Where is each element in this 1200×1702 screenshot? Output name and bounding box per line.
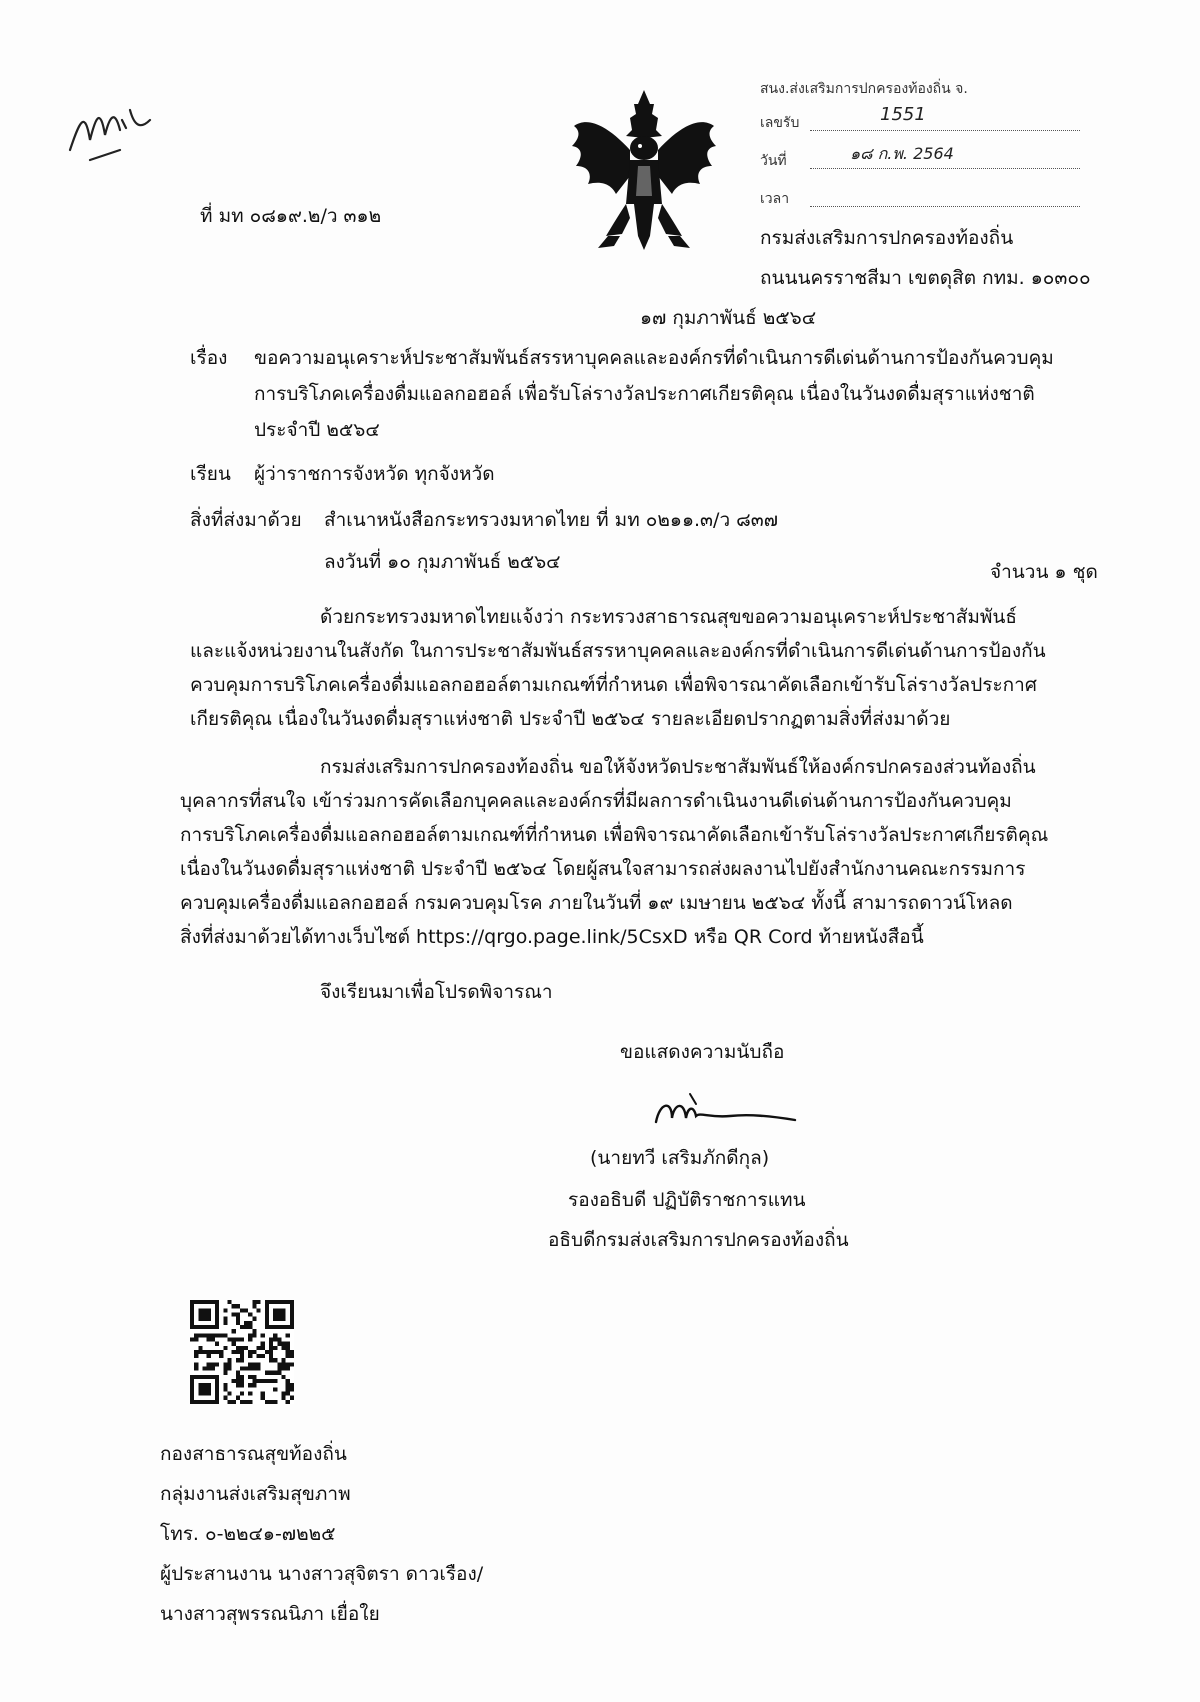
subject-line-2: การบริโภคเครื่องดื่มแอลกอฮอล์ เพื่อรับโล่รางวัลประกาศเกียรติคุณ เนื่องในวันงดดื่มสุราแห่งชาติ bbox=[254, 383, 1035, 405]
paragraph-line: ควบคุมเครื่องดื่มแอลกอฮอล์ กรมควบคุมโรค ภายในวันที่ ๑๙ เมษายน ๒๕๖๔ ทั้งนี้ สามารถดาวน์โหลด bbox=[180, 892, 1013, 914]
agency-address: ถนนนครราชสีมา เขตดุสิต กทม. ๑๐๓๐๐ bbox=[760, 267, 1091, 289]
document-date: ๑๗ กุมภาพันธ์ ๒๕๖๔ bbox=[640, 307, 817, 329]
handwritten-note-icon bbox=[60, 90, 170, 180]
stamp-time-label: เวลา bbox=[760, 191, 790, 207]
subject-line-3: ประจำปี ๒๕๖๔ bbox=[254, 419, 380, 441]
garuda-emblem-icon bbox=[568, 86, 720, 256]
paragraph-line: กรมส่งเสริมการปกครองท้องถิ่น ขอให้จังหวัดประชาสัมพันธ์ให้องค์กรปกครองส่วนท้องถิ่น bbox=[320, 756, 1036, 778]
signer-position-2: อธิบดีกรมส่งเสริมการปกครองท้องถิ่น bbox=[548, 1229, 849, 1251]
paragraph-line: การบริโภคเครื่องดื่มแอลกอฮอล์ตามเกณฑ์ที่กำหนด เพื่อพิจารณาคัดเลือกเข้ารับโล่รางวัลประกาศเกียรติคุณ bbox=[180, 824, 1049, 846]
stamp-receive-no: 1551 bbox=[880, 104, 926, 125]
receiving-stamp bbox=[760, 70, 1080, 218]
footer-group: กลุ่มงานส่งเสริมสุขภาพ bbox=[160, 1483, 351, 1505]
footer-division: กองสาธารณสุขท้องถิ่น bbox=[160, 1443, 347, 1465]
closing-sentence: จึงเรียนมาเพื่อโปรดพิจารณา bbox=[320, 981, 553, 1003]
stamp-receive-no-label: เลขรับ bbox=[760, 115, 800, 131]
subject-line-1: ขอความอนุเคราะห์ประชาสัมพันธ์สรรหาบุคคลและองค์กรที่ดำเนินการดีเด่นด้านการป้องกันควบคุม bbox=[254, 347, 1054, 369]
signer-name: (นายทวี เสริมภักดีกุล) bbox=[590, 1147, 770, 1169]
body-paragraph-2 bbox=[180, 750, 1100, 954]
subject-label: เรื่อง bbox=[190, 347, 228, 369]
signer-position-1: รองอธิบดี ปฏิบัติราชการแทน bbox=[568, 1189, 806, 1211]
document-number: ที่ มท ๐๘๑๙.๒/ว ๓๑๒ bbox=[200, 205, 382, 227]
stamp-office: สนง.ส่งเสริมการปกครองท้องถิ่น จ. bbox=[760, 81, 968, 97]
qr-code-icon[interactable] bbox=[190, 1300, 294, 1404]
paragraph-line: ด้วยกระทรวงมหาดไทยแจ้งว่า กระทรวงสาธารณสุขขอความอนุเคราะห์ประชาสัมพันธ์ bbox=[320, 606, 1018, 628]
paragraph-line: สิ่งที่ส่งมาด้วยได้ทางเว็บไซต์ https://qrgo.page.link/5CsxD หรือ QR Cord ท้ายหนังสือนี้ bbox=[180, 926, 924, 948]
enclosure-count: จำนวน ๑ ชุด bbox=[990, 561, 1098, 583]
footer-coordinator-2: นางสาวสุพรรณนิภา เยื่อใย bbox=[160, 1603, 380, 1625]
handwritten-signature bbox=[650, 1082, 800, 1142]
salutation: ขอแสดงความนับถือ bbox=[620, 1041, 785, 1063]
enclosure-line-2: ลงวันที่ ๑๐ กุมภาพันธ์ ๒๕๖๔ bbox=[324, 551, 561, 573]
paragraph-line: และแจ้งหน่วยงานในสังกัด ในการประชาสัมพันธ์สรรหาบุคคลและองค์กรที่ดำเนินการดีเด่นด้านการป้องกัน bbox=[190, 640, 1046, 662]
footer-coordinator-1: ผู้ประสานงาน นางสาวสุจิตรา ดาวเรือง/ bbox=[160, 1563, 484, 1585]
paragraph-line: เนื่องในวันงดดื่มสุราแห่งชาติ ประจำปี ๒๕๖๔ โดยผู้สนใจสามารถส่งผลงานไปยังสำนักงานคณะกรรมการ bbox=[180, 858, 1026, 880]
paragraph-line: เกียรติคุณ เนื่องในวันงดดื่มสุราแห่งชาติ ประจำปี ๒๕๖๔ รายละเอียดปรากฏตามสิ่งที่ส่งมาด้วย bbox=[190, 708, 951, 730]
paragraph-line: ควบคุมการบริโภคเครื่องดื่มแอลกอฮอล์ตามเกณฑ์ที่กำหนด เพื่อพิจารณาคัดเลือกเข้ารับโล่รางวัลประกาศ bbox=[190, 674, 1037, 696]
to-label: เรียน bbox=[190, 463, 231, 485]
stamp-date-label: วันที่ bbox=[760, 153, 787, 169]
footer-phone: โทร. ๐-๒๒๔๑-๗๒๒๕ bbox=[160, 1523, 336, 1545]
to-recipient: ผู้ว่าราชการจังหวัด ทุกจังหวัด bbox=[254, 463, 495, 485]
paragraph-line: บุคลากรที่สนใจ เข้าร่วมการคัดเลือกบุคคลและองค์กรที่มีผลการดำเนินงานดีเด่นด้านการป้องกันควบคุม bbox=[180, 790, 1012, 812]
issuing-agency: กรมส่งเสริมการปกครองท้องถิ่น bbox=[760, 227, 1014, 249]
enclosure-line-1: สำเนาหนังสือกระทรวงมหาดไทย ที่ มท ๐๒๑๑.๓/ว ๘๓๗ bbox=[324, 509, 779, 531]
body-paragraph-1 bbox=[190, 600, 1090, 736]
stamp-date-value: ๑๘ ก.พ. 2564 bbox=[850, 144, 954, 163]
enclosure-label: สิ่งที่ส่งมาด้วย bbox=[190, 509, 302, 531]
